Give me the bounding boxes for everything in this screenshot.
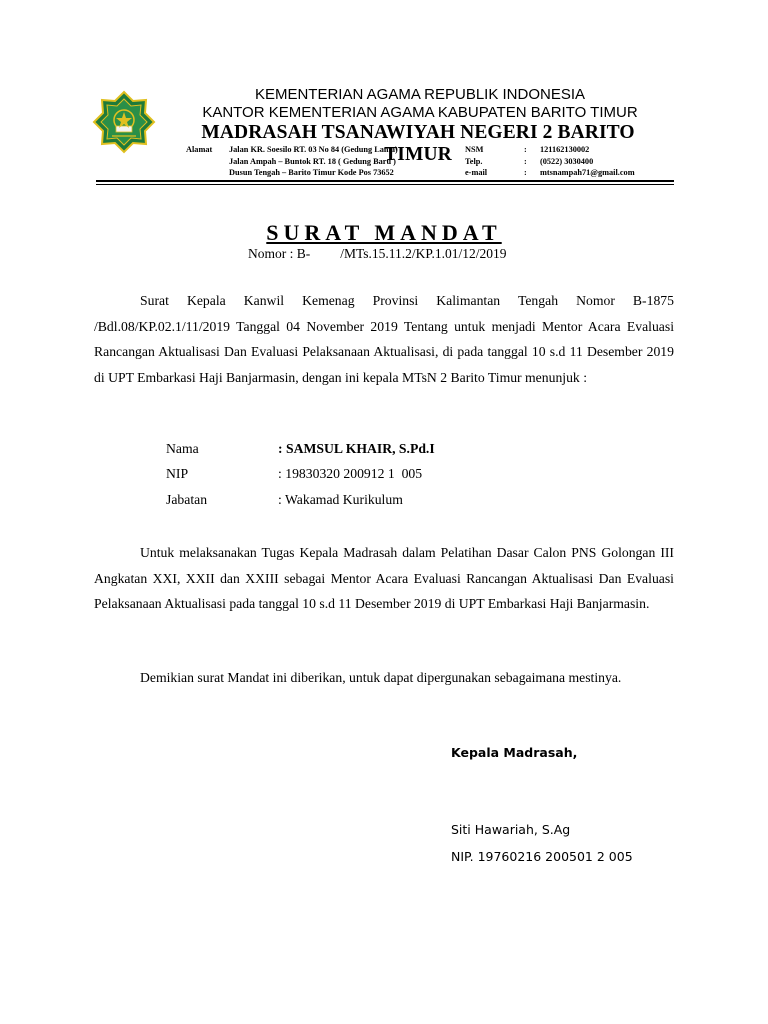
contact-label: NSM	[465, 145, 484, 154]
paragraph-assignment-text: Untuk melaksanakan Tugas Kepala Madrasah dalam Pelatihan Dasar Calon PNS Golongan III Angkatan XXI, XXII dan XXIII sebagai Mentor Acara Evaluasi Rancangan Aktualisasi Dan Evaluasi Pelaksanaan Aktualisasi pada tanggal 10 s.d 11 Desember 2019 di UPT Embarkasi Haji Banjarmasin.	[94, 545, 674, 611]
school-name: MADRASAH TSANAWIYAH NEGERI 2 BARITO TIMUR	[201, 122, 635, 165]
phone-value: (0522) 3030400	[540, 156, 594, 166]
signatory-name: Siti Hawariah, S.Ag	[451, 822, 571, 837]
letterhead-rule-thin	[96, 184, 674, 185]
office-name: KANTOR KEMENTERIAN AGAMA KABUPATEN BARITO TIMUR	[202, 104, 638, 121]
name-label: Nama	[166, 441, 199, 456]
address-line: Dusun Tengah – Barito Timur Kode Pos 73652	[229, 168, 394, 177]
email-value: mtsnampah71@gmail.com	[540, 168, 635, 177]
ministry-logo	[92, 90, 156, 154]
paragraph-assignment	[94, 540, 674, 617]
contact-values	[540, 144, 635, 179]
ministry-name: KEMENTERIAN AGAMA REPUBLIK INDONESIA	[254, 86, 586, 103]
letterhead-rule-thick	[96, 180, 674, 182]
signatory-position: Kepala Madrasah,	[451, 745, 578, 760]
position-value: : Wakamad Kurikulum	[278, 492, 403, 507]
paragraph-closing	[94, 665, 674, 691]
title-text: SURAT MANDAT	[266, 220, 502, 245]
name-value: : SAMSUL KHAIR, S.Pd.I	[278, 441, 435, 456]
contact-labels	[465, 144, 487, 179]
address-label: Alamat	[186, 145, 213, 154]
signatory-nip: NIP. 19760216 200501 2 005	[451, 849, 633, 864]
nip-label: NIP	[166, 466, 189, 481]
contact-sep: :	[524, 145, 527, 154]
contact-separators	[524, 144, 527, 179]
paragraph-closing-text: Demikian surat Mandat ini diberikan, untuk dapat dipergunakan sebagaimana mestinya.	[140, 670, 622, 685]
address-line: Jalan KR. Soesilo RT. 03 No 84 (Gedung Lama)	[229, 145, 398, 154]
number-suffix: /MTs.15.11.2/KP.1.01/12/2019	[340, 246, 507, 261]
nsm-value: 121162130002	[540, 145, 590, 154]
contact-label: e-mail	[465, 168, 488, 177]
position-label: Jabatan	[166, 492, 208, 507]
paragraph-intro	[94, 288, 674, 390]
address-line: Jalan Ampah – Buntok RT. 18 ( Gedung Baru )	[229, 156, 396, 166]
contact-sep: :	[524, 168, 527, 177]
nip-value: : 19830320 200912 1 005	[278, 466, 423, 481]
contact-sep: :	[524, 156, 527, 166]
paragraph-intro-text: Surat Kepala Kanwil Kemenag Provinsi Kalimantan Tengah Nomor B-1875 /Bdl.08/KP.02.1/11/2019 Tanggal 04 November 2019 Tentang untuk menjadi Mentor Acara Evaluasi Rancangan Aktualisasi Dan Evaluasi Pelaksanaan Aktualisasi, di pada tanggal 10 s.d 11 Desember 2019 di UPT Embarkasi Haji Banjarmasin, dengan ini kepala MTsN 2 Barito Timur menunjuk :	[94, 293, 674, 385]
document-number	[248, 246, 506, 262]
number-prefix: Nomor : B-	[248, 246, 311, 261]
contact-label: Telp.	[465, 156, 483, 166]
address-block	[229, 144, 398, 179]
document-title	[0, 220, 768, 246]
